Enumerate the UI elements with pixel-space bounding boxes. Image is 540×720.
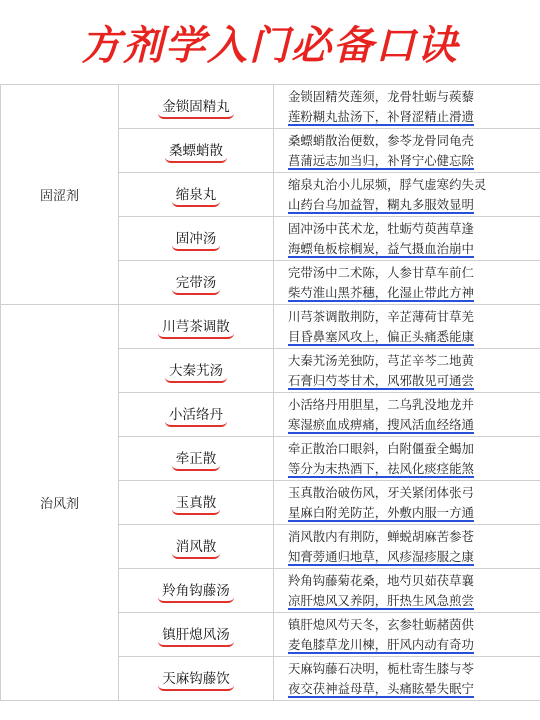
formula-name-cell: [119, 217, 274, 261]
mnemonic-line-1: 川芎茶调散荆防，辛芷薄荷甘草羌: [288, 308, 474, 324]
mnemonic-line-1: 小活络丹用胆星，二乌乳没地龙并: [288, 396, 474, 412]
mnemonic-cell: [274, 217, 540, 261]
mnemonic-line-1: 桑螵蛸散治便数，参苓龙骨同龟壳: [288, 132, 474, 148]
category-cell: 治风剂: [1, 305, 119, 701]
mnemonic-cell: [274, 305, 540, 349]
mnemonic-line-1: 玉真散治破伤风，牙关紧闭体张弓: [288, 484, 474, 500]
mnemonic-line-2-wrap: [288, 459, 540, 479]
mnemonic-cell: [274, 437, 540, 481]
mnemonic-cell: [274, 261, 540, 305]
category-cell: 固涩剂: [1, 85, 119, 305]
formula-name-cell: [119, 349, 274, 393]
mnemonic-cell: [274, 349, 540, 393]
formula-name: 小活络丹: [165, 403, 227, 427]
formula-name: 消风散: [172, 535, 221, 559]
formula-name-cell: [119, 569, 274, 613]
formula-name: 牵正散: [172, 447, 221, 471]
mnemonic-line-2: 凉肝熄风又养阴，肝热生风急煎尝: [288, 592, 474, 608]
formula-name: 桑螵蛸散: [165, 139, 227, 163]
mnemonic-line-2: 星麻白附羌防芷，外敷内服一方通: [288, 504, 474, 520]
mnemonic-line-2: 夜交茯神益母草，头痛眩晕失眠宁: [288, 680, 474, 696]
formula-name-cell: [119, 393, 274, 437]
mnemonic-line-1: 镇肝熄风芍天冬，玄参牡蛎赭茵供: [288, 616, 474, 632]
formula-name: 川芎茶调散: [158, 315, 234, 339]
mnemonic-cell: [274, 525, 540, 569]
mnemonic-line-2-wrap: [288, 371, 540, 391]
formula-name-cell: [119, 173, 274, 217]
formula-name: 镇肝熄风汤: [158, 623, 234, 647]
formula-name: 玉真散: [172, 491, 221, 515]
mnemonic-line-2: 石膏归芍苓甘术，风邪散见可通尝: [288, 372, 474, 388]
formula-name-cell: [119, 481, 274, 525]
mnemonic-cell: [274, 569, 540, 613]
mnemonic-line-1: 消风散内有荆防，蝉蜕胡麻苦参苍: [288, 528, 474, 544]
formula-name-cell: [119, 657, 274, 701]
formula-name-cell: [119, 525, 274, 569]
mnemonic-line-2-wrap: [288, 547, 540, 567]
mnemonic-line-1: 牵正散治口眼斜，白附僵蚕全蝎加: [288, 440, 474, 456]
mnemonic-line-2-wrap: [288, 503, 540, 523]
mnemonic-line-1: 天麻钩藤石决明，栀杜寄生膝与苓: [288, 660, 474, 676]
mnemonic-line-1: 大秦艽汤羌独防，芎芷辛芩二地黄: [288, 352, 474, 368]
mnemonic-line-2-wrap: [288, 107, 540, 127]
mnemonic-line-2: 菖蒲远志加当归，补肾宁心健忘除: [288, 152, 474, 168]
formula-name: 天麻钩藤饮: [158, 667, 234, 691]
mnemonic-line-1: 金锁固精芡莲须，龙骨牡蛎与蒺藜: [288, 88, 474, 104]
formula-name-cell: [119, 437, 274, 481]
mnemonic-line-1: 固冲汤中芪术龙，牡蛎芍萸茜草逢: [288, 220, 474, 236]
formula-name-cell: [119, 613, 274, 657]
mnemonic-line-2-wrap: [288, 415, 540, 435]
mnemonic-line-2: 知膏蒡通归地草，风疹湿疹服之康: [288, 548, 474, 564]
mnemonic-line-2-wrap: [288, 327, 540, 347]
formula-name: 缩泉丸: [172, 183, 221, 207]
mnemonic-line-2: 目昏鼻塞风攻上，偏正头痛悉能康: [288, 328, 474, 344]
mnemonic-line-1: 羚角钩藤菊花桑，地芍贝茹茯草襄: [288, 572, 474, 588]
mnemonic-line-2-wrap: [288, 635, 540, 655]
mnemonic-cell: [274, 173, 540, 217]
mnemonic-cell: [274, 85, 540, 129]
mnemonic-line-2: 莲粉糊丸盐汤下，补肾涩精止滑遗: [288, 108, 474, 124]
formula-name: 完带汤: [172, 271, 221, 295]
formula-name: 大秦艽汤: [165, 359, 227, 383]
formula-table: [0, 84, 540, 701]
mnemonic-line-2-wrap: [288, 239, 540, 259]
mnemonic-line-2: 寒湿瘀血成痹痛，搜风活血经络通: [288, 416, 474, 432]
mnemonic-line-2-wrap: [288, 151, 540, 171]
mnemonic-line-2: 等分为末热酒下，祛风化痰痉能煞: [288, 460, 474, 476]
mnemonic-cell: [274, 393, 540, 437]
formula-name: 金锁固精丸: [158, 95, 234, 119]
formula-name-cell: [119, 85, 274, 129]
formula-name-cell: [119, 129, 274, 173]
mnemonic-line-2: 山药台乌加益智，糊丸多服效显明: [288, 196, 474, 212]
mnemonic-line-1: 缩泉丸治小儿尿频，脬气虚寒约失灵: [288, 176, 487, 192]
mnemonic-cell: [274, 613, 540, 657]
formula-name-cell: [119, 305, 274, 349]
mnemonic-line-2: 柴芍淮山黑芥穗，化湿止带此方神: [288, 284, 474, 300]
mnemonic-line-2: 海螵龟板棕榈炭，益气摄血治崩中: [288, 240, 474, 256]
formula-name-cell: [119, 261, 274, 305]
formula-name: 固冲汤: [172, 227, 221, 251]
table-row: [1, 305, 540, 349]
mnemonic-line-2-wrap: [288, 283, 540, 303]
mnemonic-line-2-wrap: [288, 679, 540, 699]
mnemonic-cell: [274, 657, 540, 701]
table-row: [1, 85, 540, 129]
mnemonic-line-1: 完带汤中二术陈，人参甘草车前仁: [288, 264, 474, 280]
mnemonic-cell: [274, 129, 540, 173]
mnemonic-line-2-wrap: [288, 591, 540, 611]
page-title: 方剂学入门必备口诀: [81, 23, 459, 69]
mnemonic-line-2: 麦龟膝草龙川楝，肝风内动有奇功: [288, 636, 474, 652]
mnemonic-line-2-wrap: [288, 195, 540, 215]
mnemonic-cell: [274, 481, 540, 525]
formula-name: 羚角钩藤汤: [158, 579, 234, 603]
